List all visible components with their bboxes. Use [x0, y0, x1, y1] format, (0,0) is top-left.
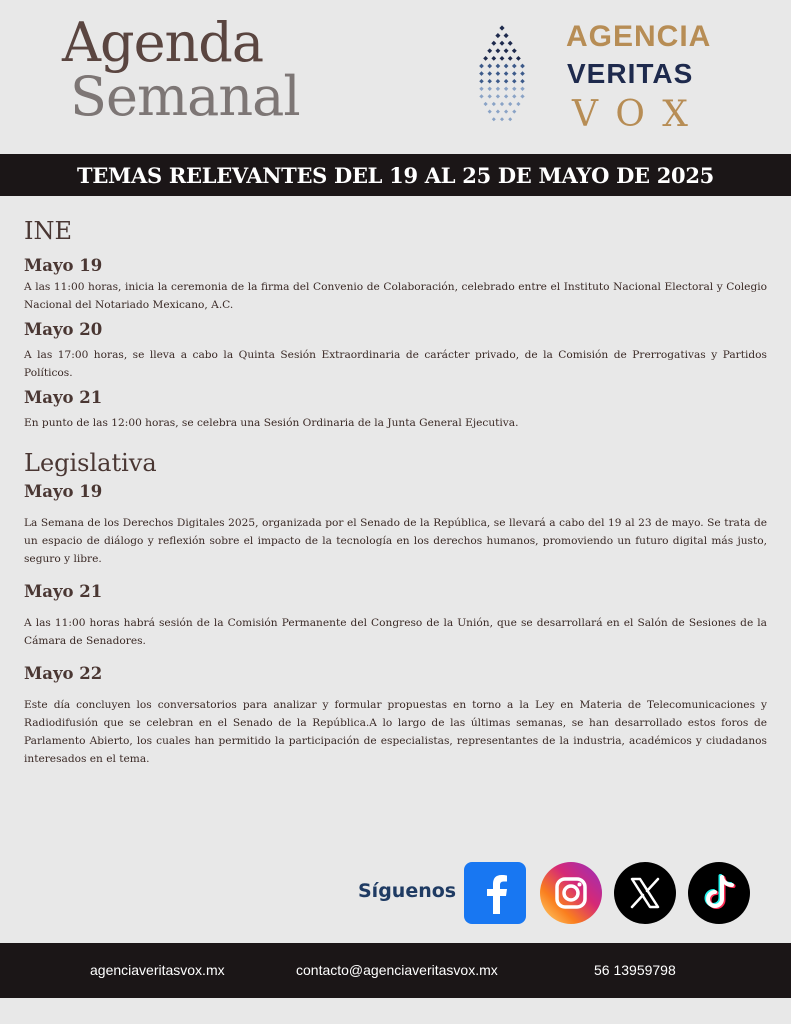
day-heading: Mayo 21	[24, 388, 103, 407]
entry-text: A las 11:00 horas, inicia la ceremonia de la firma del Convenio de Colaboración, celebrado entre el Instituto Nacional Electoral y Colegio Nacional del Notariado Mexicano, A.C.	[24, 281, 767, 311]
title-semanal: Semanal	[70, 65, 300, 128]
banner-title: TEMAS RELEVANTES DEL 19 AL 25 DE MAYO DE 2025	[0, 154, 791, 196]
section-heading: Legislativa	[24, 449, 157, 477]
brand-vox: VOX	[572, 94, 706, 135]
footer-phone: 56 13959798	[594, 962, 676, 978]
footer-website-link[interactable]: agenciaveritasvox.mx	[90, 962, 225, 978]
instagram-icon[interactable]	[538, 860, 604, 926]
facebook-icon[interactable]	[462, 860, 528, 926]
footer-email-link[interactable]: contacto@agenciaveritasvox.mx	[296, 962, 498, 978]
entry-text: A las 11:00 horas habrá sesión de la Comisión Permanente del Congreso de la Unión, que se desarrollará en el Salón de Sesiones de la Cámara de Senadores.	[24, 617, 767, 647]
follow-us-label: Síguenos	[358, 880, 457, 902]
day-heading: Mayo 19	[24, 256, 103, 275]
x-icon[interactable]	[612, 860, 678, 926]
entry-text: La Semana de los Derechos Digitales 2025, organizada por el Senado de la República, se llevará a cabo del 19 al 23 de mayo. Se trata de un espacio de diálogo y reflexión sobre el impacto de la tecnología en los derechos humanos, promoviendo un futuro digital más justo, seguro y libre.	[24, 517, 767, 565]
veritas-logo-icon	[452, 22, 552, 134]
agenda-content	[24, 214, 767, 768]
section-heading: INE	[24, 217, 72, 245]
section-legislativa	[24, 446, 767, 768]
title-agenda: Agenda	[62, 11, 264, 74]
tiktok-icon[interactable]	[686, 860, 752, 926]
day-heading: Mayo 21	[24, 582, 103, 601]
day-heading: Mayo 19	[24, 482, 103, 501]
brand-veritas: VERITAS	[567, 58, 694, 89]
entry-text: En punto de las 12:00 horas, se celebra una Sesión Ordinaria de la Junta General Ejecutiva.	[24, 417, 519, 429]
section-ine	[24, 214, 767, 432]
footer-bar	[0, 943, 791, 998]
brand-agencia: AGENCIA	[566, 20, 712, 53]
day-heading: Mayo 20	[24, 320, 103, 339]
day-heading: Mayo 22	[24, 664, 103, 683]
entry-text: A las 17:00 horas, se lleva a cabo la Quinta Sesión Extraordinaria de carácter privado, de la Comisión de Prerrogativas y Partidos Políticos.	[24, 349, 767, 379]
entry-text: Este día concluyen los conversatorios para analizar y formular propuestas en torno a la Ley en Materia de Telecomunicaciones y Radiodifusión que se celebran en el Senado de la República.A lo largo de las últimas semanas, se han desarrollado estos foros de Parlamento Abierto, los cuales han permitido la participación de especialistas, representantes de la industria, académicos y ciudadanos interesados en el tema.	[24, 699, 767, 765]
